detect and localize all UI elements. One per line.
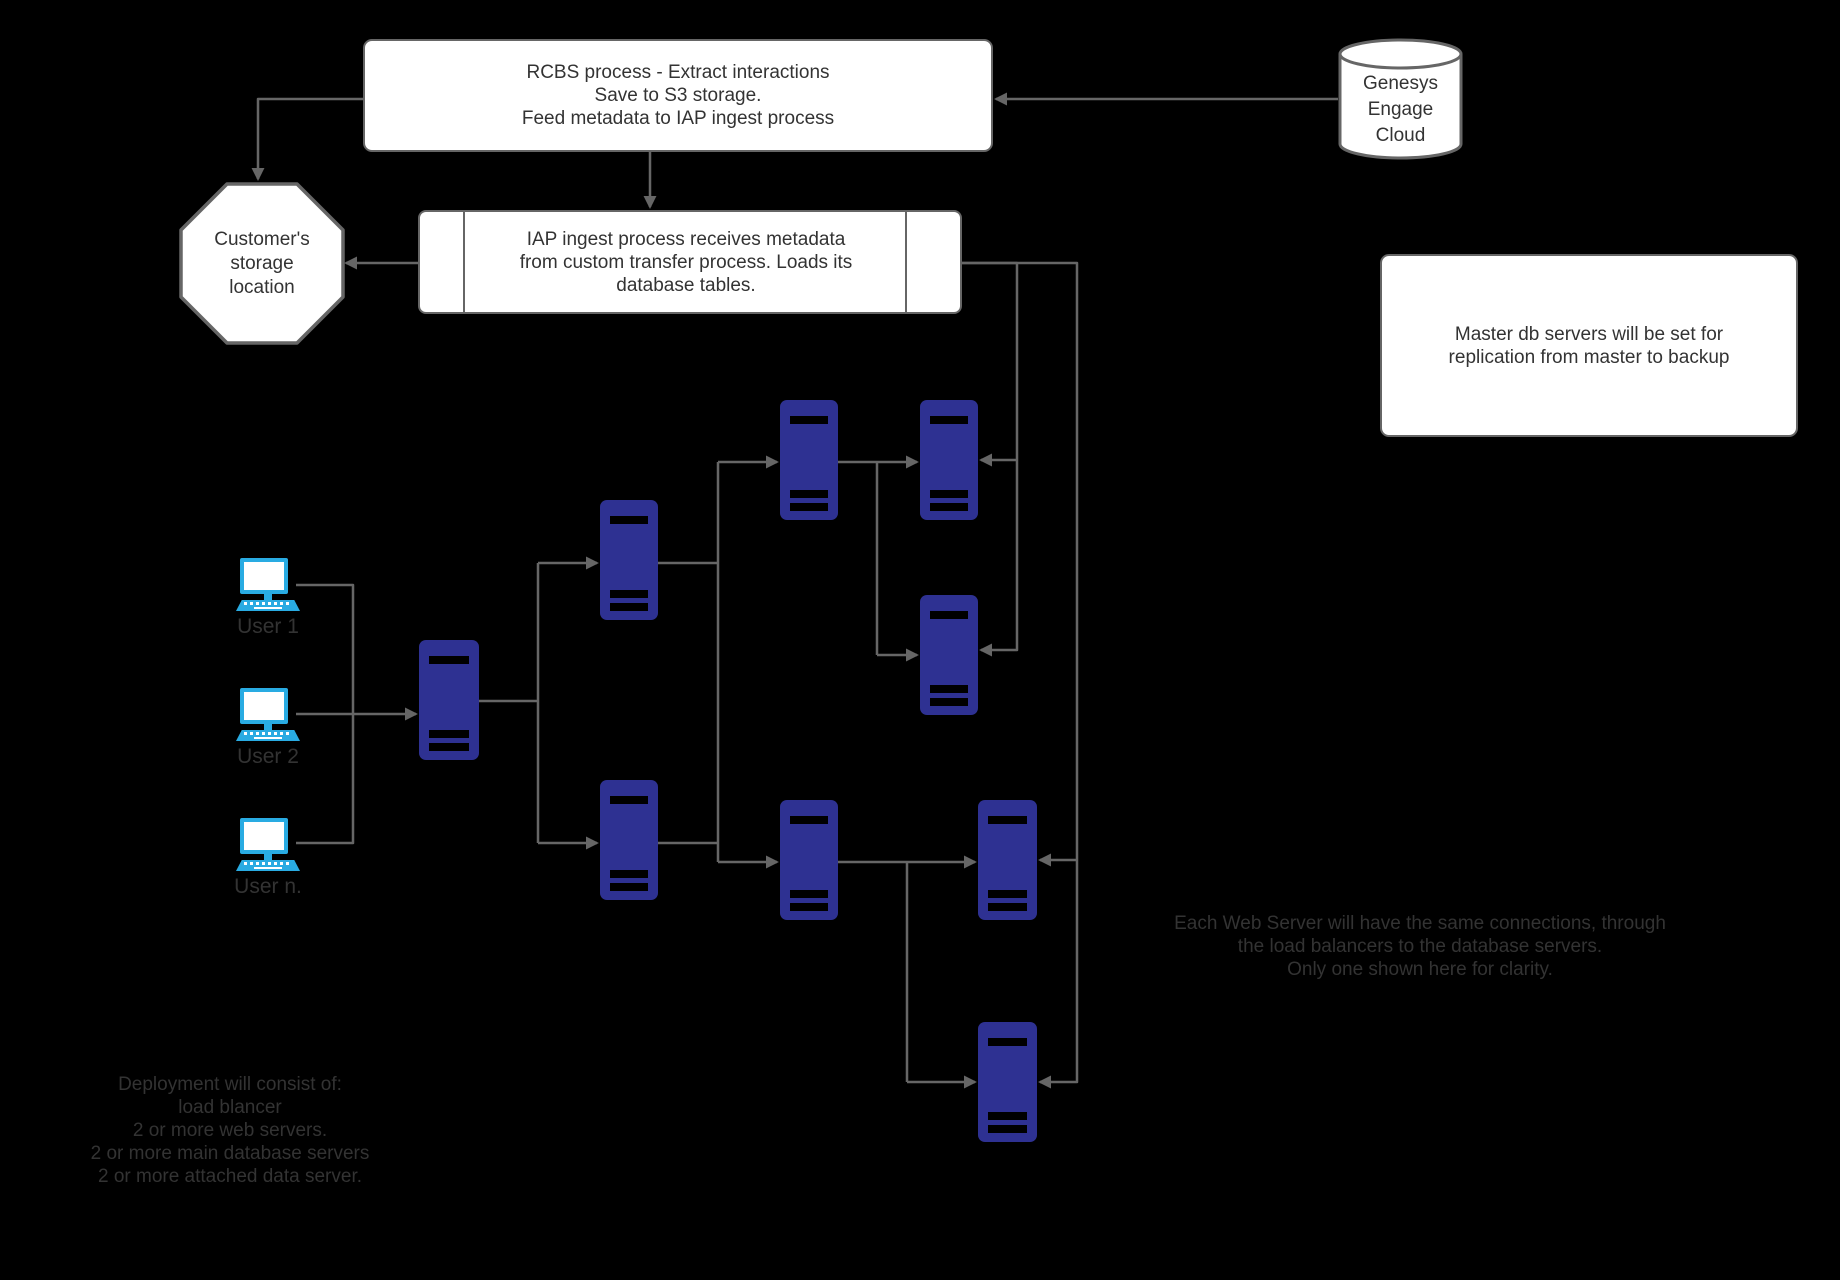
main-db-server-bottom-icon <box>780 800 838 920</box>
rcbs-process-line: Feed metadata to IAP ingest process <box>521 108 835 129</box>
web-server-note: Each Web Server will have the same connections, through the load balancers to the database servers. Only one shown here for clarity. <box>1174 913 1666 980</box>
load-balancer-server-icon <box>419 640 479 760</box>
deployment-note: Deployment will consist of: load blancer 2 or more web servers. 2 or more main database servers 2 or more attached data server. <box>90 1074 370 1187</box>
user-n-label: User n. <box>234 875 302 898</box>
monitor-icon <box>240 558 288 594</box>
rcbs-process-box <box>363 39 993 152</box>
process-divider-right <box>905 212 907 312</box>
iap-ingest-line: IAP ingest process receives metadata <box>526 228 846 250</box>
process-divider-left <box>463 212 465 312</box>
keyboard-icon <box>236 730 300 741</box>
web-server-bottom-icon <box>600 780 658 900</box>
main-db-server-top-icon <box>780 400 838 520</box>
keyboard-icon <box>236 860 300 871</box>
master-db-note-box <box>1380 254 1798 437</box>
web-server-top-icon <box>600 500 658 620</box>
backup-db-server-top-2-icon <box>920 595 978 715</box>
attached-data-server-bottom-2-icon <box>978 1022 1037 1142</box>
monitor-stand <box>264 724 272 730</box>
user-1-label: User 1 <box>237 615 299 638</box>
iap-ingest-process-box <box>418 210 962 314</box>
backup-db-server-top-1-icon <box>920 400 978 520</box>
monitor-stand <box>264 594 272 600</box>
iap-ingest-line: database tables. <box>616 274 756 296</box>
iap-ingest-line: from custom transfer process. Loads its <box>519 251 853 273</box>
attached-data-server-bottom-1-icon <box>978 800 1037 920</box>
user-2-label: User 2 <box>237 745 299 768</box>
rcbs-process-line: Save to S3 storage. <box>594 85 762 106</box>
monitor-icon <box>240 688 288 724</box>
genesys-cloud-label: Genesys Engage Cloud <box>1363 73 1438 146</box>
master-db-note-line: Master db servers will be set for <box>1454 323 1724 345</box>
master-db-note-line: replication from master to backup <box>1448 346 1730 368</box>
rcbs-process-line: RCBS process - Extract interactions <box>526 62 830 83</box>
monitor-stand <box>264 854 272 860</box>
customer-storage-label: Customer's storage location <box>214 228 310 298</box>
keyboard-icon <box>236 600 300 611</box>
monitor-icon <box>240 818 288 854</box>
